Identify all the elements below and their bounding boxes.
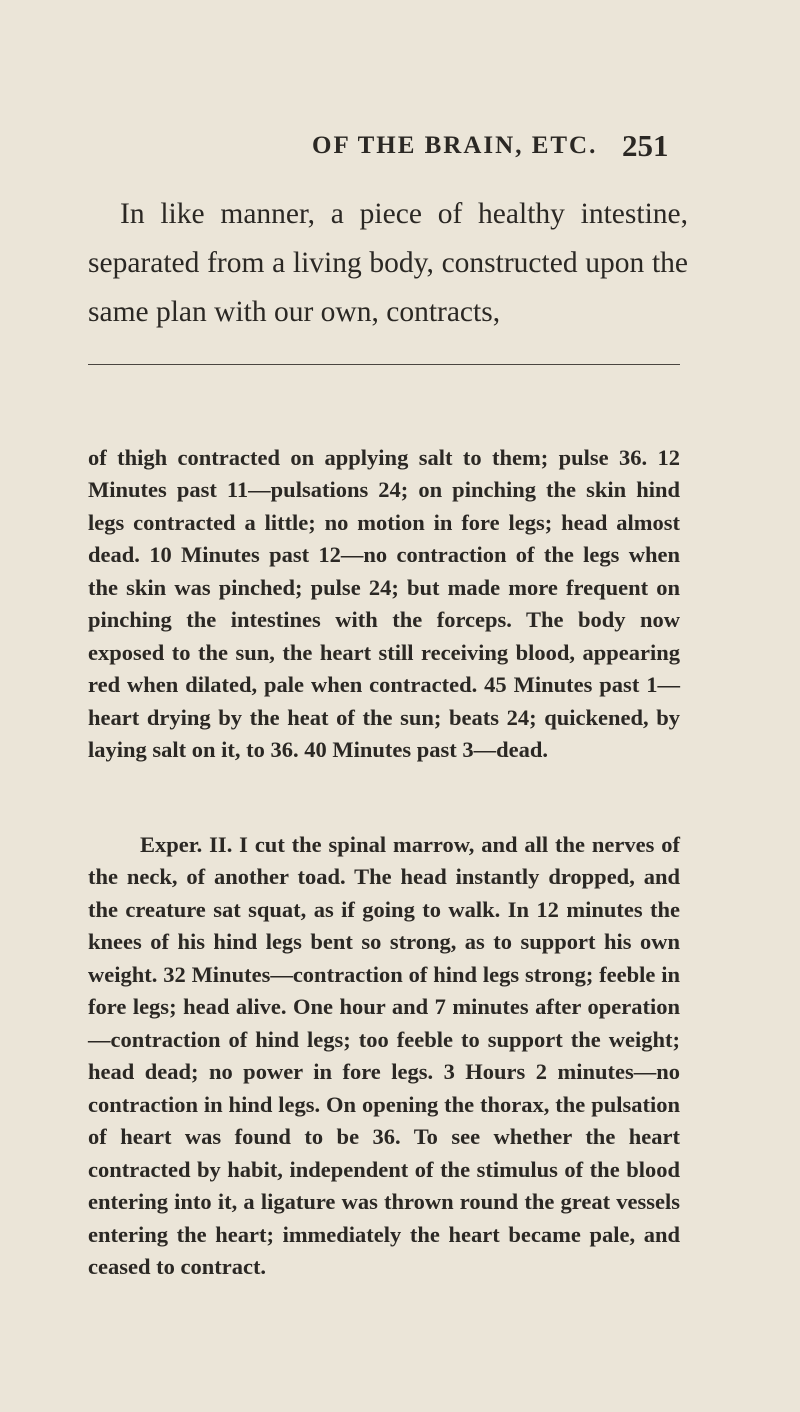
paragraph-experiment-two: Exper. II. I cut the spinal marrow, and all the nerves of the neck, of another toad. The head instantly dropped, and the creature sat squat, as if going to walk. In 12 minutes the knees of his hind legs bent so strong, as to support his own weight. 32 Minutes—contraction of hind legs strong; feeble in fore legs; head alive. One hour and 7 minutes after operation—contraction of hind legs; too feeble to support the weight; head dead; no power in fore legs. 3 Hours 2 minutes—no contraction in hind legs. On opening the thorax, the pulsation of heart was found to be 36. To see whether the heart contracted by habit, independent of the stimulus of the blood entering into it, a ligature was thrown round the great vessels entering the heart; immediately the heart became pale, and ceased to contract.: [88, 831, 680, 1279]
paragraph-experiment-one-continued: of thigh contracted on applying salt to them; pulse 36. 12 Minutes past 11—pulsations 24; on pinching the skin hind legs contracted a little; no motion in fore legs; head almost dead. 10 Minutes past 12—no contraction of the legs when the skin was pinched; pulse 24; but made more frequent on pinching the intestines with the forceps. The body now exposed to the sun, the heart still receiving blood, appearing red when dilated, pale when contracted. 45 Minutes past 1—heart drying by the heat of the sun; beats 24; quickened, by laying salt on it, to 36. 40 Minutes past 3—dead.: [88, 444, 680, 762]
section-divider: [88, 364, 680, 365]
running-head: OF THE BRAIN, ETC.: [312, 132, 598, 159]
page-header: [0, 128, 800, 172]
page-number: 251: [622, 128, 669, 163]
intro-paragraph: In like manner, a piece of healthy intestine, separated from a living body, constructed upon the same plan with our own, contracts,: [88, 197, 688, 328]
